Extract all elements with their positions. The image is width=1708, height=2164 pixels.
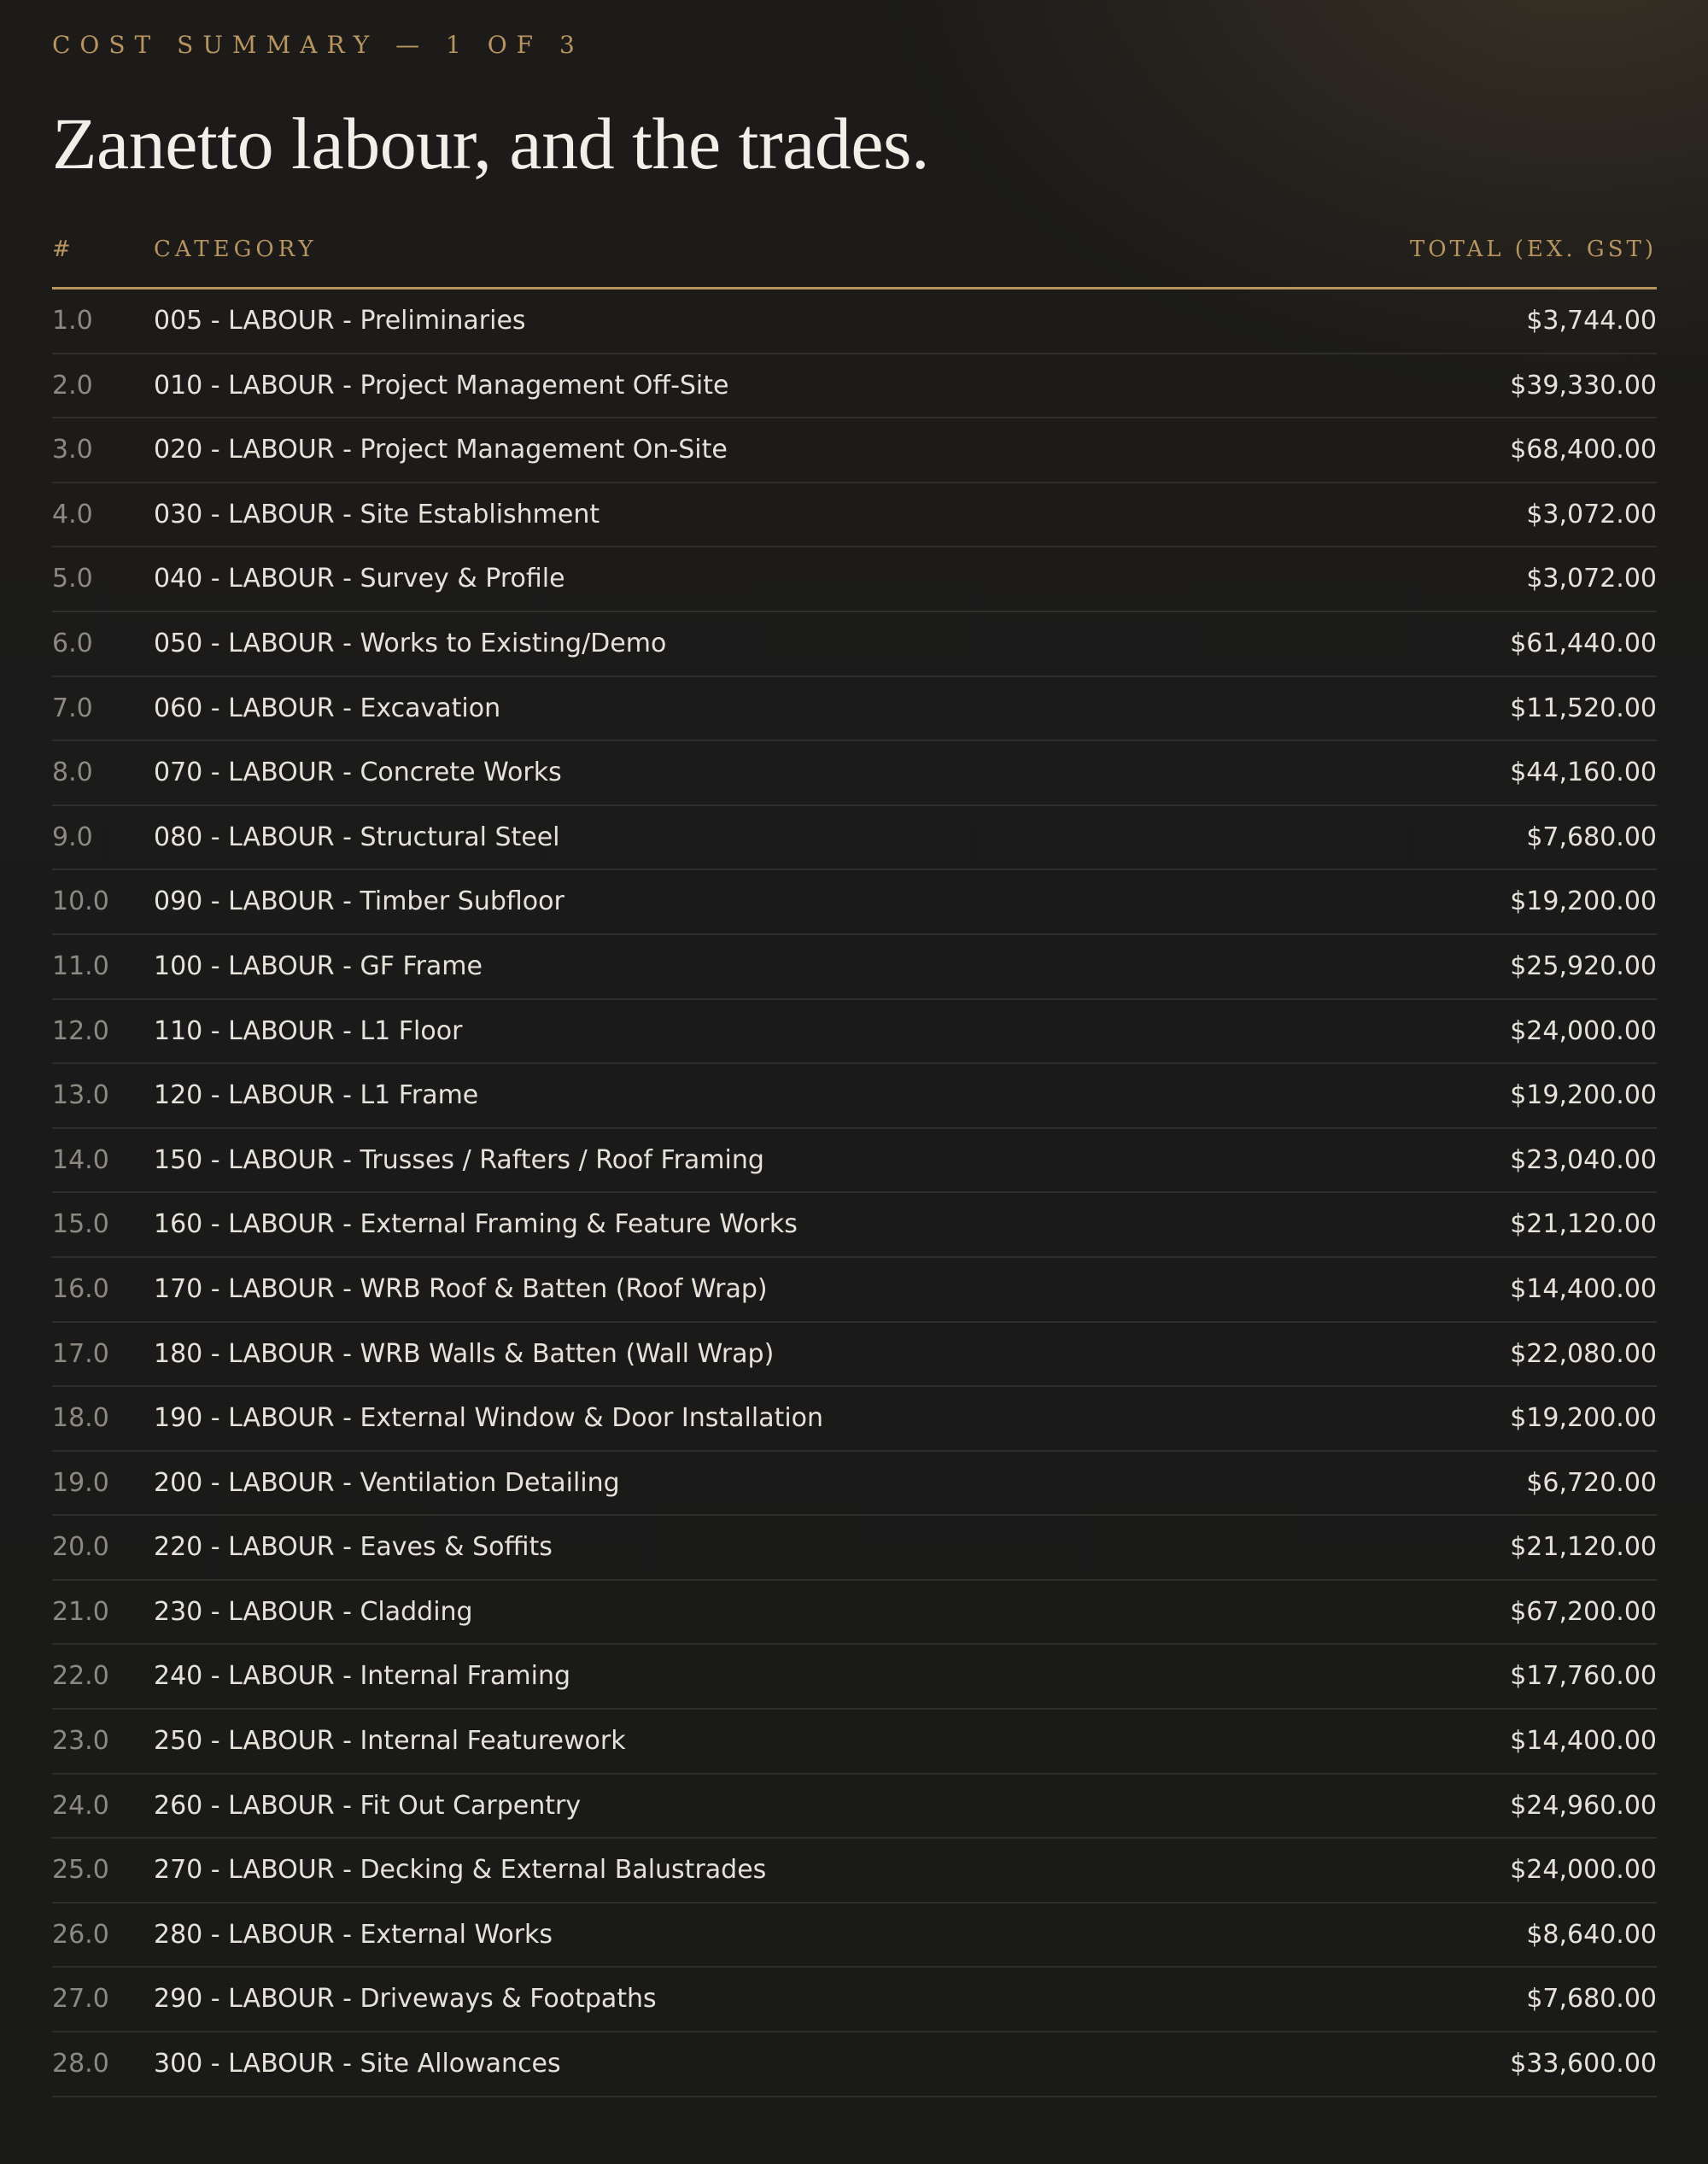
table-row <box>52 935 1657 1000</box>
table-row <box>52 1904 1657 1968</box>
table-row <box>52 1129 1657 1194</box>
row-number: 23.0 <box>52 1726 109 1757</box>
row-number: 2.0 <box>52 370 93 401</box>
row-total: $19,200.00 <box>1510 886 1657 917</box>
row-category: 290 - LABOUR - Driveways & Footpaths <box>154 1984 657 2015</box>
table-row <box>52 870 1657 935</box>
row-total: $44,160.00 <box>1510 757 1657 788</box>
row-total: $11,520.00 <box>1510 693 1657 723</box>
row-total: $7,680.00 <box>1526 1984 1657 2015</box>
row-category: 020 - LABOUR - Project Management On-Site <box>154 435 728 465</box>
row-category: 050 - LABOUR - Works to Existing/Demo <box>154 628 667 658</box>
row-total: $25,920.00 <box>1510 950 1657 981</box>
row-category: 300 - LABOUR - Site Allowances <box>154 2049 561 2079</box>
row-number: 12.0 <box>52 1015 109 1046</box>
row-total: $61,440.00 <box>1510 628 1657 658</box>
row-number: 4.0 <box>52 499 93 529</box>
row-number: 13.0 <box>52 1080 109 1111</box>
table-body <box>52 290 1657 2097</box>
row-number: 5.0 <box>52 564 93 594</box>
table-row <box>52 1516 1657 1581</box>
cost-summary-table <box>52 229 1657 2097</box>
row-total: $14,400.00 <box>1510 1273 1657 1304</box>
row-category: 090 - LABOUR - Timber Subfloor <box>154 886 564 917</box>
table-row <box>52 547 1657 612</box>
table-row <box>52 1645 1657 1710</box>
row-total: $24,000.00 <box>1510 1015 1657 1046</box>
column-header-total: TOTAL (EX. GST) <box>1409 237 1657 262</box>
row-category: 240 - LABOUR - Internal Framing <box>154 1661 571 1692</box>
row-number: 9.0 <box>52 822 93 852</box>
row-total: $24,960.00 <box>1510 1790 1657 1821</box>
row-number: 7.0 <box>52 693 93 723</box>
table-header <box>52 229 1657 290</box>
row-number: 24.0 <box>52 1790 109 1821</box>
row-number: 26.0 <box>52 1919 109 1950</box>
row-category: 220 - LABOUR - Eaves & Soffits <box>154 1532 553 1563</box>
row-category: 190 - LABOUR - External Window & Door Installation <box>154 1403 824 1434</box>
row-category: 250 - LABOUR - Internal Featurework <box>154 1726 626 1757</box>
row-category: 260 - LABOUR - Fit Out Carpentry <box>154 1790 582 1821</box>
table-row <box>52 1775 1657 1839</box>
row-category: 270 - LABOUR - Decking & External Balustrades <box>154 1855 767 1886</box>
table-row <box>52 1387 1657 1452</box>
row-category: 005 - LABOUR - Preliminaries <box>154 306 526 336</box>
row-category: 120 - LABOUR - L1 Frame <box>154 1080 479 1111</box>
table-row <box>52 1258 1657 1323</box>
row-number: 16.0 <box>52 1273 109 1304</box>
row-total: $39,330.00 <box>1510 370 1657 401</box>
row-total: $3,072.00 <box>1526 564 1657 594</box>
row-total: $19,200.00 <box>1510 1080 1657 1111</box>
row-category: 160 - LABOUR - External Framing & Feature Works <box>154 1209 798 1240</box>
row-category: 010 - LABOUR - Project Management Off-Site <box>154 370 729 401</box>
row-number: 8.0 <box>52 757 93 788</box>
column-header-category: CATEGORY <box>154 237 318 262</box>
table-row <box>52 1581 1657 1646</box>
row-total: $23,040.00 <box>1510 1144 1657 1175</box>
row-number: 3.0 <box>52 435 93 465</box>
row-number: 20.0 <box>52 1532 109 1563</box>
table-row <box>52 1452 1657 1517</box>
row-number: 1.0 <box>52 306 93 336</box>
row-total: $21,120.00 <box>1510 1532 1657 1563</box>
table-row <box>52 1968 1657 2032</box>
table-row <box>52 2032 1657 2097</box>
row-category: 070 - LABOUR - Concrete Works <box>154 757 562 788</box>
row-number: 22.0 <box>52 1661 109 1692</box>
row-total: $24,000.00 <box>1510 1855 1657 1886</box>
row-total: $67,200.00 <box>1510 1596 1657 1627</box>
row-number: 15.0 <box>52 1209 109 1240</box>
row-number: 6.0 <box>52 628 93 658</box>
column-header-number: # <box>52 237 75 262</box>
row-total: $8,640.00 <box>1526 1919 1657 1950</box>
row-category: 040 - LABOUR - Survey & Profile <box>154 564 565 594</box>
row-number: 17.0 <box>52 1338 109 1369</box>
row-category: 180 - LABOUR - WRB Walls & Batten (Wall Wrap) <box>154 1338 775 1369</box>
row-category: 100 - LABOUR - GF Frame <box>154 950 483 981</box>
page-title: Zanetto labour, and the trades. <box>52 102 929 184</box>
row-total: $22,080.00 <box>1510 1338 1657 1369</box>
row-number: 14.0 <box>52 1144 109 1175</box>
table-row <box>52 418 1657 483</box>
row-category: 230 - LABOUR - Cladding <box>154 1596 473 1627</box>
row-total: $7,680.00 <box>1526 822 1657 852</box>
row-category: 080 - LABOUR - Structural Steel <box>154 822 560 852</box>
table-row <box>52 741 1657 806</box>
table-row <box>52 1064 1657 1129</box>
row-total: $33,600.00 <box>1510 2049 1657 2079</box>
table-row <box>52 1000 1657 1065</box>
row-number: 25.0 <box>52 1855 109 1886</box>
row-total: $3,072.00 <box>1526 499 1657 529</box>
row-category: 110 - LABOUR - L1 Floor <box>154 1015 463 1046</box>
table-row <box>52 1193 1657 1258</box>
row-category: 060 - LABOUR - Excavation <box>154 693 501 723</box>
row-category: 200 - LABOUR - Ventilation Detailing <box>154 1467 620 1498</box>
row-number: 21.0 <box>52 1596 109 1627</box>
table-row <box>52 290 1657 354</box>
row-category: 150 - LABOUR - Trusses / Rafters / Roof Framing <box>154 1144 764 1175</box>
section-eyebrow: COST SUMMARY — 1 OF 3 <box>52 31 584 59</box>
row-number: 28.0 <box>52 2049 109 2079</box>
row-total: $19,200.00 <box>1510 1403 1657 1434</box>
row-total: $6,720.00 <box>1526 1467 1657 1498</box>
table-row <box>52 612 1657 677</box>
table-row <box>52 483 1657 548</box>
table-row <box>52 1839 1657 1904</box>
row-number: 27.0 <box>52 1984 109 2015</box>
row-number: 18.0 <box>52 1403 109 1434</box>
row-total: $68,400.00 <box>1510 435 1657 465</box>
row-total: $21,120.00 <box>1510 1209 1657 1240</box>
row-total: $14,400.00 <box>1510 1726 1657 1757</box>
table-row <box>52 354 1657 419</box>
table-row <box>52 1323 1657 1388</box>
table-row <box>52 677 1657 742</box>
row-number: 10.0 <box>52 886 109 917</box>
row-category: 030 - LABOUR - Site Establishment <box>154 499 600 529</box>
row-category: 170 - LABOUR - WRB Roof & Batten (Roof Wrap) <box>154 1273 768 1304</box>
row-number: 11.0 <box>52 950 109 981</box>
table-row <box>52 1710 1657 1775</box>
row-category: 280 - LABOUR - External Works <box>154 1919 553 1950</box>
row-number: 19.0 <box>52 1467 109 1498</box>
row-total: $17,760.00 <box>1510 1661 1657 1692</box>
table-row <box>52 806 1657 871</box>
row-total: $3,744.00 <box>1526 306 1657 336</box>
